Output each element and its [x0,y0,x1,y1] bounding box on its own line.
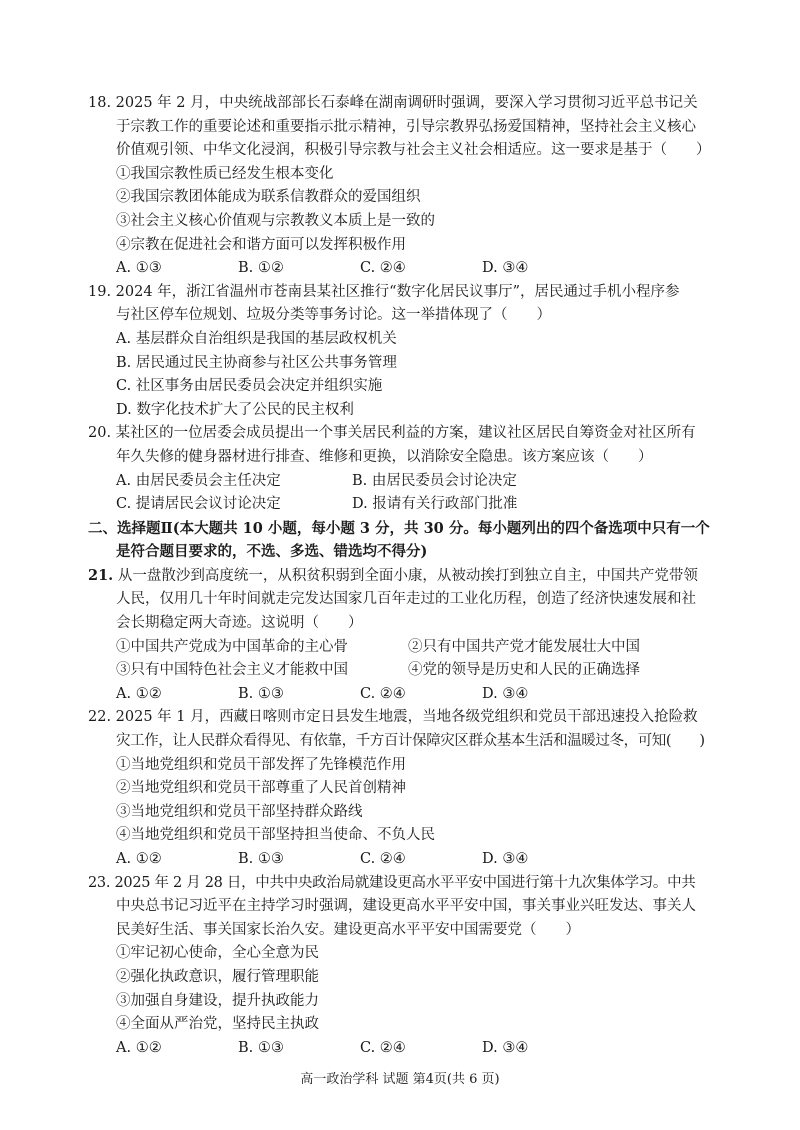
statement: ②我国宗教团体能成为联系信教群众的爱国组织 [116,189,421,206]
statement: ③加强自身建设，提升执政能力 [116,992,319,1009]
option-b: B. ①③ [238,1039,284,1056]
option-b: B. 由居民委员会讨论决定 [352,472,517,489]
statement: ①当地党组织和党员干部发挥了先锋模范作用 [116,756,406,773]
question-number: 20. [88,425,112,442]
statement: ③当地党组织和党员干部坚持群众路线 [116,803,363,820]
question-stem-line: 某社区的一位居委会成员提出一个事关居民利益的方案，建议社区居民自筹资金对社区所有 [115,425,696,442]
statement: ②强化执政意识，履行管理职能 [116,968,319,985]
answer-options [116,683,720,707]
question-stem-line: 与社区停车位规划、垃圾分类等事务讨论。这一举措体现了（ ） [116,307,551,324]
option-c: C. 社区事务由居民委员会决定并组织实施 [116,378,383,395]
question-stem-line: 于宗教工作的重要论述和重要指示批示精神，引导宗教界弘扬爱国精神，坚持社会主义核心 [116,118,696,135]
option-d: D. ③④ [482,1039,529,1056]
statement: ③只有中国特色社会主义才能救中国 [116,662,348,679]
section-heading [88,517,720,564]
answer-options [116,470,720,494]
question-stem-line: 会长期稳定两大奇迹。这说明（ ） [116,615,363,632]
question-stem-line: 中央总书记习近平在主持学习时强调，建设更高水平平安中国，事关事业兴旺发达、事关人 [116,898,696,915]
option-c: C. ②④ [360,1039,406,1056]
question-number: 18. [88,95,112,111]
option-a: A. 由居民委员会主任决定 [116,472,281,489]
question-stem-line: 民美好生活、事关国家长治久安。建设更高水平平安中国需要党（ ） [116,921,580,938]
option-d: D. ③④ [482,685,529,702]
option-b: B. ①② [238,260,284,277]
answer-options [116,257,720,281]
option-c: C. ②④ [360,260,406,277]
option-d: D. ③④ [482,851,529,867]
question-stem-line: 2025 年 2 月 28 日，中共中央政治局就建设更高水平平安中国进行第十九次集体学习。中共 [114,874,696,891]
question-stem-line: 价值观引领、中华文化浸润，积极引导宗教与社会主义社会相适应。这一要求是基于（ ） [116,142,711,159]
question-18 [88,92,720,281]
question-stem-line: 2024 年，浙江省温州市苍南县某社区推行“数字化居民议事厅”，居民通过手机小程序参 [115,283,680,300]
question-stem-line: 灾工作，让人民群众看得见、有依靠，千方百计保障灾区群众基本生活和温暖过冬，可知( ) [116,733,705,750]
question-stem-line: 年久失修的健身器材进行排查、维修和更换，以消除安全隐患。该方案应该（ ） [116,448,653,465]
option-a: A. ①③ [116,260,162,277]
question-21 [88,564,720,707]
option-c: C. ②④ [360,685,406,702]
option-c: C. 提请居民会议讨论决定 [116,496,281,513]
question-stem-line: 2025 年 2 月，中央统战部部长石泰峰在湖南调研时强调，要深入学习贯彻习近平总书记关 [115,95,698,111]
question-number: 19. [88,283,112,300]
answer-options [116,493,720,517]
option-a: A. ①② [116,685,162,702]
answer-options [116,848,720,872]
option-a: A. ①② [116,1039,162,1056]
question-stem-line: 从一盘散沙到高度统一，从积贫积弱到全面小康，从被动挨打到独立自主，中国共产党带领 [117,567,698,584]
question-number: 23. [88,874,111,891]
question-number: 21. [88,566,114,584]
section-heading-line: 是符合题目要求的，不选、多选、错选均不得分) [116,543,428,561]
option-b: B. 居民通过民主协商参与社区公共事务管理 [116,354,397,371]
question-stem-line: 人民，仅用几十年时间就走完发达国家几百年走过的工业化历程，创造了经济快速发展和社 [116,591,696,608]
question-number: 22. [88,709,112,726]
question-19 [88,281,720,423]
option-c: C. ②④ [360,851,406,867]
statement: ②只有中国共产党才能发展壮大中国 [408,638,640,655]
answer-options [116,1037,720,1061]
section-heading-line: 二、选择题Ⅱ(本大题共 10 小题，每小题 3 分，共 30 分。每小题列出的四个备选项中只有一个 [88,519,710,537]
statement: ②当地党组织和党员干部尊重了人民首创精神 [116,780,406,797]
statement: ①牢记初心使命，全心全意为民 [116,945,319,962]
statement: ①我国宗教性质已经发生根本变化 [116,165,334,182]
question-20 [88,422,720,516]
statement: ④全面从严治党，坚持民主执政 [116,1016,319,1033]
statement: ④宗教在促进社会和谐方面可以发挥积极作用 [116,236,406,253]
exam-content [88,92,720,1060]
option-d: D. 报请有关行政部门批准 [352,496,518,513]
option-b: B. ①③ [238,685,284,702]
question-22 [88,706,720,871]
statement: ④党的领导是历史和人民的正确选择 [408,662,640,679]
statement: ①中国共产党成为中国革命的主心骨 [116,638,348,655]
statement: ④当地党组织和党员干部坚持担当使命、不负人民 [116,827,435,844]
question-stem-line: 2025 年 1 月，西藏日喀则市定日县发生地震，当地各级党组织和党员干部迅速投入抢险救 [115,709,698,726]
statement: ③社会主义核心价值观与宗教教义本质上是一致的 [116,212,435,229]
option-a: A. 基层群众自治组织是我国的基层政权机关 [116,330,397,347]
page-footer: 高一政治学科 试题 第4页(共 6 页) [300,1072,500,1087]
option-d: D. 数字化技术扩大了公民的民主权利 [116,401,354,418]
option-b: B. ①③ [238,851,284,867]
option-a: A. ①② [116,851,162,867]
option-d: D. ③④ [482,260,529,277]
question-23 [88,872,720,1061]
